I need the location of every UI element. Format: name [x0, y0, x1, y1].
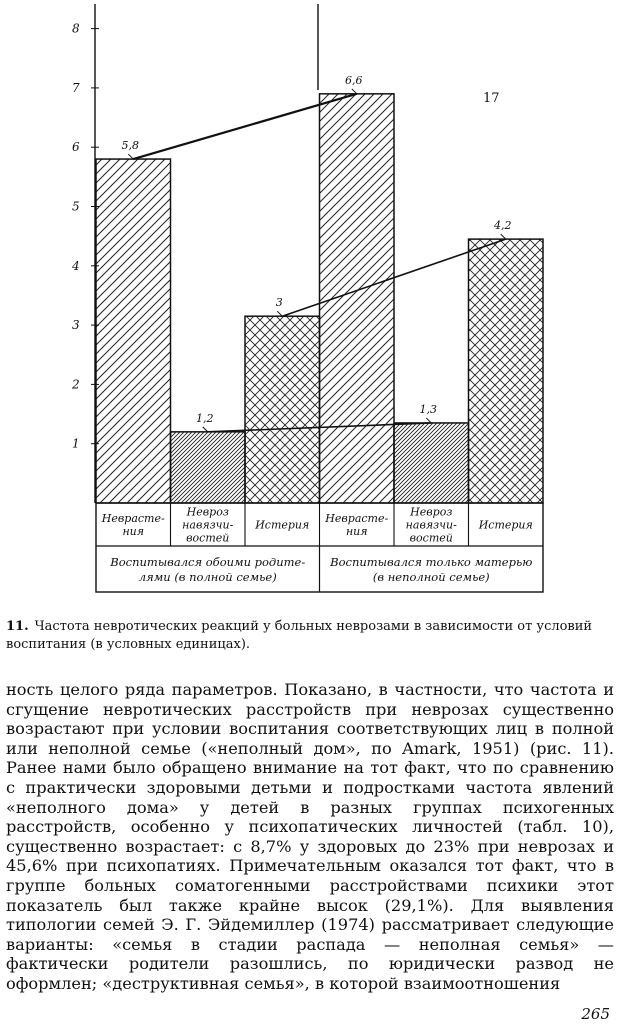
- category-label: Неврасте-ния: [325, 512, 389, 538]
- page-number: 265: [581, 1005, 610, 1023]
- data-label: 4,2: [494, 219, 512, 233]
- body-text: [6, 680, 614, 994]
- body-paragraph: ность целого ряда параметров. Показано, в частности, что частота и сгущение невротических расстройств при неврозах существенно возрастают при условии воспитания соответствующих лиц в полной или неполной семье («неполный дом», по Amark, 1951) (рис. 11). Ранее нами было обращено внимание на тот факт, что по сравнению с практически здоровыми детьми и подростками частота явлений «неполного дома» у детей в разных группах психогенных расстройств, особенно у психопатических личностей (табл. 10), существенно возрастает: с 8,7% у здоровых до 23% при неврозах и 45,6% при психопатиях. Примечательным оказался тот факт, что в группе больных соматогенными расстройствами психики этот показатель был также крайне высок (29,1%). Для выявления типологии семей Э. Г. Эйдемиллер (1974) рассматривает следующие варианты: «семья в стадии распада — неполная семья» — фактически родители разошлись, по юридически развод не оформлен; «деструктивная семья», в которой взаимоотношения: [6, 680, 614, 993]
- bar: [171, 432, 246, 503]
- bar: [469, 239, 544, 503]
- category-label: Неврасте-ния: [101, 512, 165, 538]
- data-label: 3: [275, 296, 283, 310]
- data-label: 6,6: [345, 73, 363, 87]
- y-tick-label: 6: [72, 140, 80, 155]
- stray-mark: 17: [483, 91, 500, 106]
- y-tick-label: 5: [72, 199, 80, 214]
- group-label: Воспитывался только матерью (в неполной семье): [330, 555, 533, 584]
- y-tick-label: 1: [72, 436, 80, 451]
- y-tick-label: 3: [72, 318, 80, 333]
- category-label: Невроз навязчи-востей: [405, 505, 457, 545]
- y-tick-label: 2: [72, 377, 80, 392]
- bar: [320, 94, 395, 503]
- data-label: 1,2: [196, 411, 214, 425]
- y-tick-label: 8: [72, 21, 80, 36]
- category-label: Истерия: [478, 518, 533, 532]
- figure-number: 11.: [6, 619, 29, 634]
- y-tick-label: 4: [72, 258, 80, 273]
- data-label: 1,3: [419, 402, 437, 416]
- y-tick-label: 7: [72, 80, 80, 95]
- category-label: Истерия: [255, 518, 310, 532]
- bar: [245, 316, 320, 503]
- caption-text: Частота невротических реакций у больных неврозами в зависимости от условий воспитания (в условных единицах).: [6, 619, 593, 652]
- bar: [394, 423, 469, 503]
- figure-caption: [6, 618, 616, 654]
- bar: [96, 159, 171, 503]
- category-label: Невроз навязчи-востей: [182, 505, 234, 545]
- group-label: Воспитывался обоими родите-лями (в полной семье): [110, 555, 306, 584]
- data-label: 5,8: [121, 139, 139, 153]
